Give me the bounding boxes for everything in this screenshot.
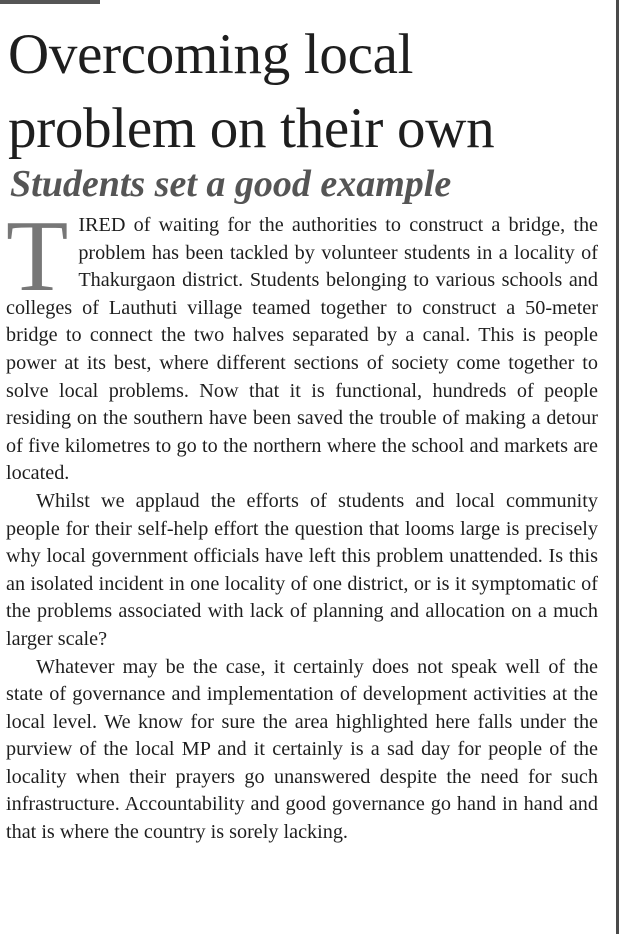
subheadline: Students set a good example — [10, 163, 452, 205]
paragraph-2: Whilst we applaud the efforts of students and local community people for their self-help effort the question that looms large is precisely why local government officials have left this problem unattended. Is this an isolated incident in one locality of one district, or is it symptomatic of the problems associated with lack of planning and allocation on a much larger scale? — [6, 489, 598, 650]
top-rule — [0, 0, 100, 4]
headline: Overcoming local problem on their own — [8, 23, 495, 160]
paragraph-1-text: IRED of waiting for the authorities to construct a bridge, the problem has been tackled by volunteer students in a locality of Thakurgaon district. Students belonging to various schools and colleges of Lauthuti village teamed together to construct a 50-meter bridge to connect the two halves separated by a canal. This is people power at its best, where different sections of society come together to solve local problems. Now that it is functional, hundreds of people residing on the southern have been saved the trouble of making a detour of five kilometres to go to the northern where the school and markets are located. — [6, 214, 598, 485]
article-body — [6, 200, 598, 847]
paragraph-3: Whatever may be the case, it certainly does not speak well of the state of governance and implementation of development activities at the local level. We know for sure the area highlighted here falls under the purview of the local MP and it certainly is a sad day for people of the locality when their prayers go unanswered despite the need for such infrastructure. Accountability and good governance go hand in hand and that is where the country is sorely lacking. — [6, 655, 598, 844]
drop-cap: T — [6, 200, 69, 313]
paragraph-1 — [6, 200, 598, 488]
